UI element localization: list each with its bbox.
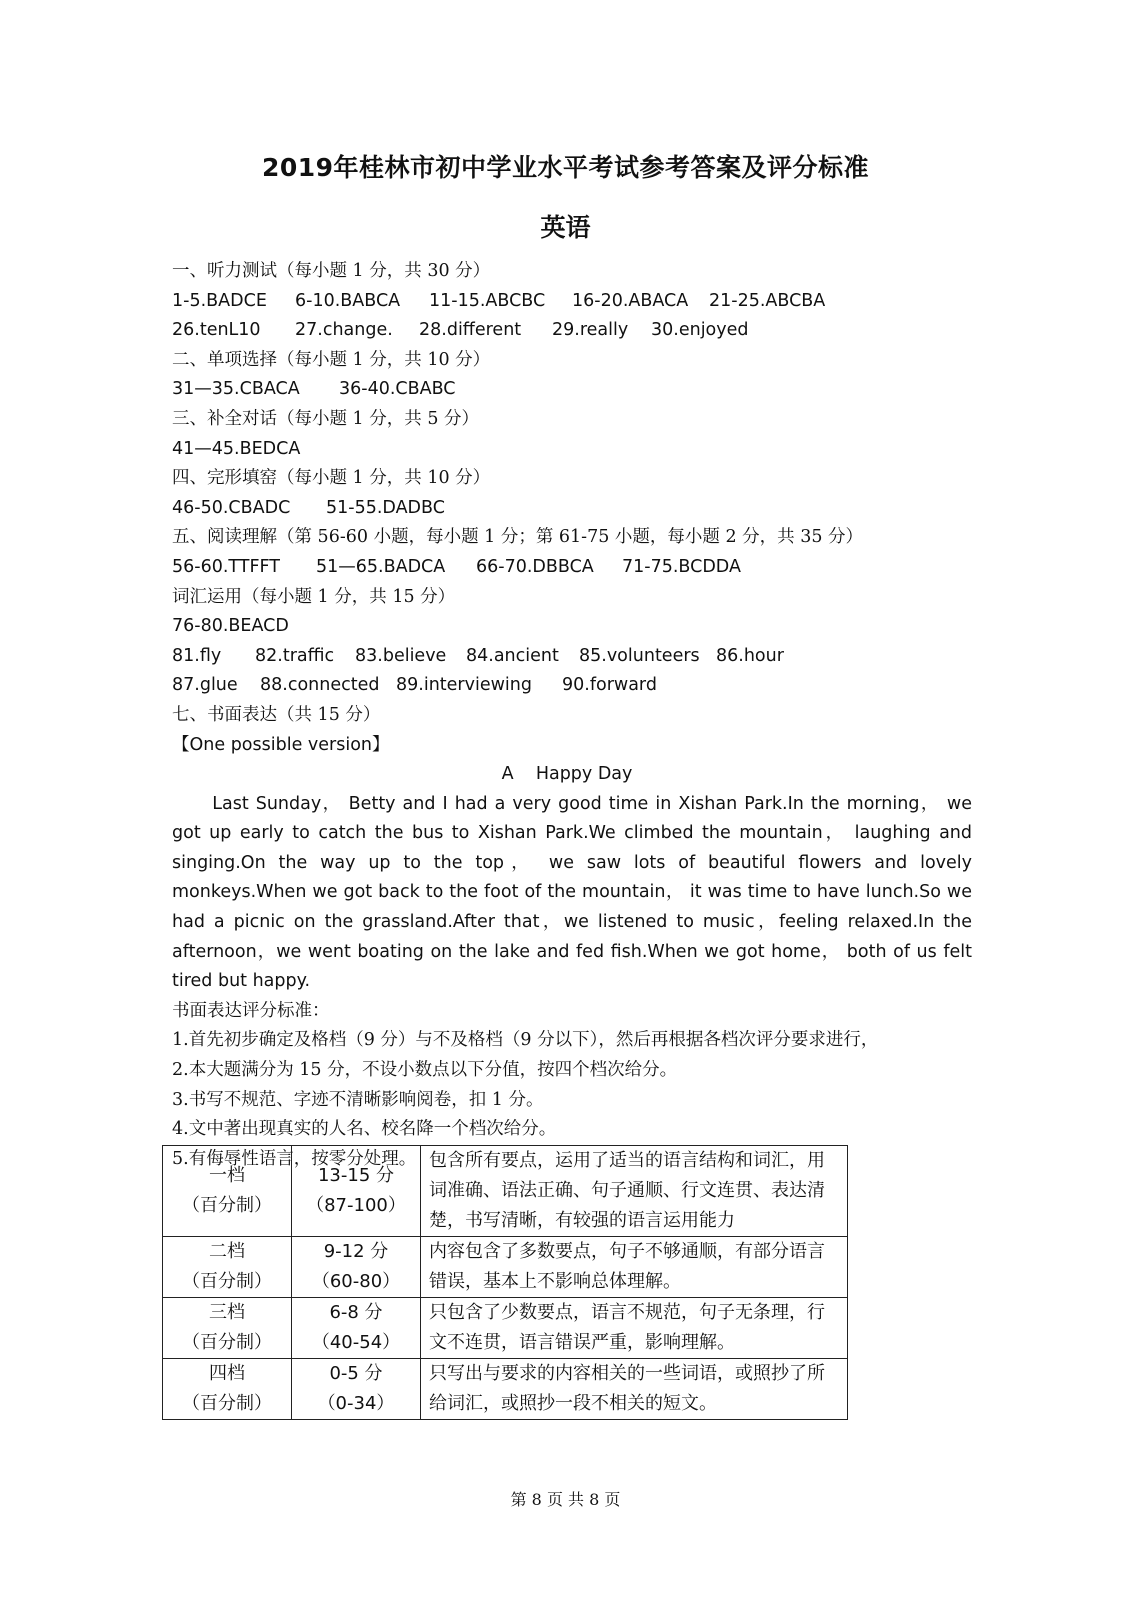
answer-item: 51-55.DADBC (326, 497, 445, 518)
grade-points-cell (292, 1237, 421, 1298)
page-footer: 第 8 页 共 8 页 (510, 1490, 621, 1509)
answer-content (172, 257, 972, 1174)
grading-table (162, 1145, 848, 1420)
answer-row (172, 316, 972, 346)
answer-item: 6-10.BABCA (295, 290, 401, 311)
criteria-item: 5.有侮辱性语言，按零分处理。 (172, 1148, 417, 1169)
grade-description: 内容包含了多数要点，句子不够通顺，有部分语言错误，基本上不影响总体理解。 (421, 1237, 848, 1298)
answer-item: 26.tenL10 (172, 320, 261, 341)
answer-item: 85.volunteers (579, 645, 700, 666)
section-dialogue-heading: 三、补全对话（每小题 1 分，共 5 分） (172, 408, 480, 429)
answer-item: 51—65.BADCA (316, 556, 446, 577)
answer-row (172, 435, 972, 465)
grade-points-cell (292, 1298, 421, 1359)
section-vocabulary-heading: 词汇运用（每小题 1 分，共 15 分） (172, 586, 456, 607)
grade-level: 四档 (209, 1363, 245, 1384)
grade-percent: （0-34） (317, 1393, 395, 1414)
document-title: 2019年桂林市初中学业水平考试参考答案及评分标准 (261, 153, 870, 182)
grade-percent: （40-54） (311, 1332, 401, 1353)
criteria-item: 1.首先初步确定及格档（9 分）与不及格档（9 分以下），然后再根据各档次评分要求进行， (172, 1030, 879, 1051)
grade-level: 三档 (209, 1302, 245, 1323)
table-row (163, 1298, 848, 1359)
grade-description: 只包含了少数要点，语言不规范，句子无条理，行文不连贯，语言错误严重，影响理解。 (421, 1298, 848, 1359)
answer-item: 89.interviewing (396, 675, 532, 696)
section-listening-heading: 一、听力测试（每小题 1 分，共 30 分） (172, 261, 491, 281)
table-row (163, 1359, 848, 1420)
essay-title: A Happy Day (501, 764, 633, 785)
answer-item: 90.forward (562, 675, 657, 696)
grade-points: 6-8 分 (329, 1302, 383, 1323)
answer-item: 88.connected (260, 675, 380, 696)
answer-item: 31—35.CBACA (172, 379, 300, 400)
answer-item: 41—45.BEDCA (172, 438, 301, 459)
criteria-heading: 书面表达评分标准： (172, 1000, 330, 1021)
essay-body: Last Sunday， Betty and I had a very good time in Xishan Park.In the morning， we got up early to catch the bus to Xishan Park.We climbed the mountain， laughing and singing.On the way up to the top， we saw lots of beautiful flowers and lovely monkeys.When we got back to the foot of the mountain， it was time to have lunch.So we had a picnic on the grassland.After that，we listened to music，feeling relaxed.In the afternoon，we went boating on the lake and fed fish.When we got home， both of us felt tired but happy. (172, 793, 972, 992)
answer-item: 76-80.BEACD (172, 616, 289, 637)
answer-item: 56-60.TTFFT (172, 556, 280, 577)
grade-scale: （百分制） (182, 1271, 272, 1292)
grade-level: 一档 (209, 1165, 245, 1186)
grade-points: 9-12 分 (323, 1241, 389, 1262)
answer-row (172, 287, 972, 317)
grade-description: 包含所有要点，运用了适当的语言结构和词汇，用词准确、语法正确、句子通顺、行文连贯、表达清楚，书写清晰，有较强的语言运用能力 (421, 1146, 848, 1237)
section-writing-heading: 七、书面表达（共 15 分） (172, 704, 381, 725)
answer-item: 66-70.DBBCA (476, 556, 594, 577)
answer-item: 84.ancient (466, 645, 559, 666)
table-row (163, 1237, 848, 1298)
answer-row (172, 642, 972, 672)
answer-item: 71-75.BCDDA (622, 556, 741, 577)
table-row (163, 1146, 848, 1237)
answer-item: 86.hour (716, 645, 784, 666)
grade-description: 只写出与要求的内容相关的一些词语，或照抄了所给词汇，或照抄一段不相关的短文。 (421, 1359, 848, 1420)
grade-percent: （60-80） (311, 1271, 401, 1292)
answer-item: 46-50.CBADC (172, 497, 291, 518)
section-reading-heading: 五、阅读理解（第 56-60 小题，每小题 1 分；第 61-75 小题，每小题 2 分，共 35 分） (172, 527, 864, 548)
grade-level-cell (163, 1237, 292, 1298)
answer-item: 21-25.ABCBA (709, 290, 826, 311)
answer-item: 81.fly (172, 645, 222, 666)
grade-percent: （87-100） (306, 1195, 406, 1216)
answer-row (172, 553, 972, 583)
answer-row (172, 494, 972, 524)
criteria-item: 3.书写不规范、字迹不清晰影响阅卷，扣 1 分。 (172, 1089, 544, 1110)
answer-item: 29.really (552, 320, 629, 341)
answer-item: 16-20.ABACA (572, 290, 689, 311)
answer-item: 28.different (419, 320, 522, 341)
grade-scale: （百分制） (182, 1393, 272, 1414)
subject-title: 英语 (540, 213, 591, 242)
grade-level: 二档 (209, 1241, 245, 1262)
grade-level-cell (163, 1359, 292, 1420)
criteria-item: 4.文中著出现真实的人名、校名降一个档次给分。 (172, 1119, 557, 1140)
grade-level-cell (163, 1146, 292, 1237)
criteria-item: 2.本大题满分为 15 分，不设小数点以下分值，按四个档次给分。 (172, 1060, 678, 1081)
section-cloze-heading: 四、完形填窑（每小题 1 分，共 10 分） (172, 468, 491, 489)
answer-item: 87.glue (172, 675, 238, 696)
grade-scale: （百分制） (182, 1332, 272, 1353)
grade-points: 13-15 分 (317, 1165, 395, 1186)
answer-item: 1-5.BADCE (172, 290, 267, 311)
answer-item: 27.change. (295, 320, 393, 341)
section-single-choice-heading: 二、单项选择（每小题 1 分，共 10 分） (172, 349, 491, 370)
grade-points-cell (292, 1359, 421, 1420)
answer-item: 36-40.CBABC (339, 379, 456, 400)
answer-row (172, 375, 972, 405)
grade-level-cell (163, 1298, 292, 1359)
answer-item: 83.believe (355, 645, 447, 666)
essay-version-tag: 【One possible version】 (172, 734, 390, 755)
answer-item: 82.traffic (255, 645, 335, 666)
answer-row (172, 671, 972, 701)
answer-item: 30.enjoyed (651, 320, 749, 341)
grade-scale: （百分制） (182, 1195, 272, 1216)
grade-points-cell (292, 1146, 421, 1237)
grade-points: 0-5 分 (329, 1363, 383, 1384)
answer-item: 11-15.ABCBC (429, 290, 546, 311)
answer-row (172, 612, 972, 642)
